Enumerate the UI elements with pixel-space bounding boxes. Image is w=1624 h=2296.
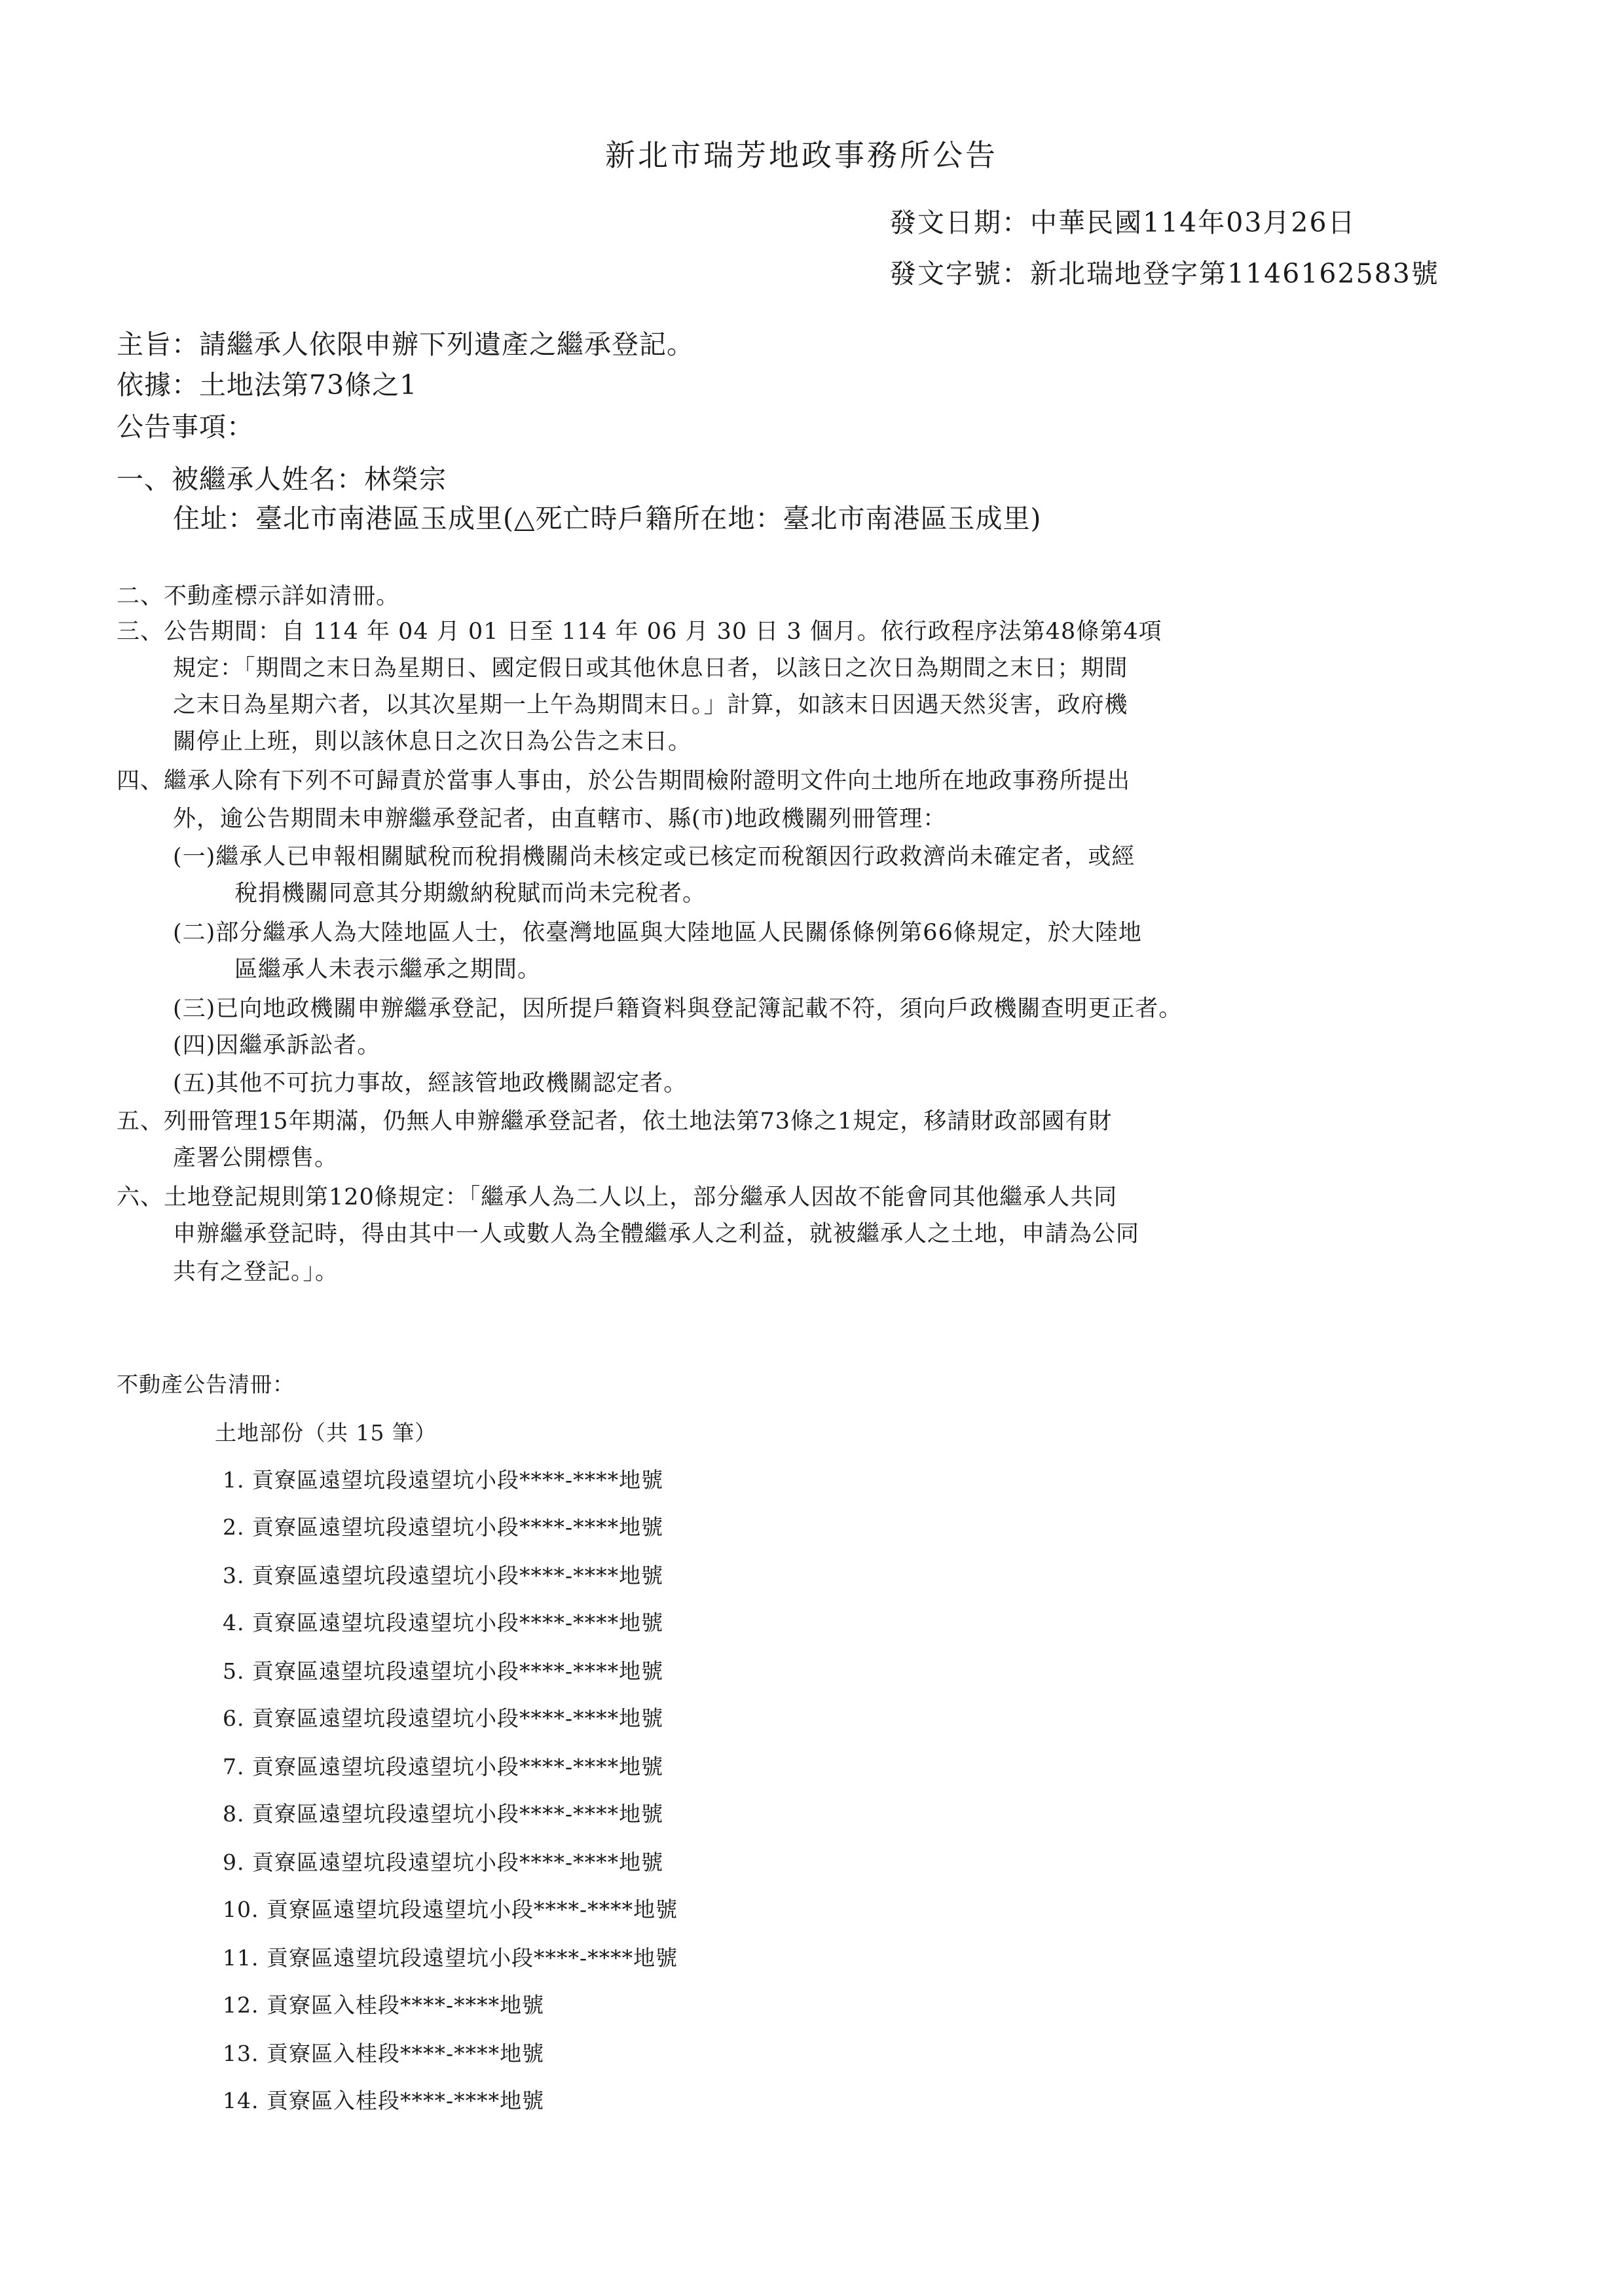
- item-4-sub-1-line-1: (一)繼承人已申報相關賦稅而稅捐機關尚未核定或已核定而稅額因行政救濟尚未確定者，或經: [173, 844, 1135, 870]
- item-6-line-3: 共有之登記。」。: [173, 1259, 339, 1285]
- lot-item: 4. 貢寮區遠望坑段遠望坑小段****-****地號: [223, 1610, 664, 1635]
- register-header: 不動產公告清冊：: [117, 1372, 295, 1397]
- lot-item: 6. 貢寮區遠望坑段遠望坑小段****-****地號: [223, 1705, 664, 1731]
- item-2: 二、不動產標示詳如清冊。: [117, 583, 400, 610]
- item-5-line-2: 產署公開標售。: [173, 1145, 339, 1171]
- item-4-sub-2-line-2: 區繼承人未表示繼承之期間。: [234, 957, 542, 983]
- item-6-line-1: 六、土地登記規則第120條規定：「繼承人為二人以上，部分繼承人因故不能會同其他繼承人共同: [117, 1184, 1118, 1211]
- item-3-line-1: 三、公告期間：自 114 年 04 月 01 日至 114 年 06 月 30 日 3 個月。依行政程序法第48條第4項: [117, 619, 1162, 645]
- item-4-sub-4: (四)因繼承訴訟者。: [173, 1032, 381, 1059]
- lot-item: 3. 貢寮區遠望坑段遠望坑小段****-****地號: [223, 1563, 664, 1588]
- lot-item: 14. 貢寮區入桂段****-****地號: [223, 2088, 545, 2113]
- issue-number: 發文字號：新北瑞地登字第1146162583號: [889, 258, 1439, 289]
- issue-date: 發文日期：中華民國114年03月26日: [889, 207, 1356, 238]
- item-3-line-4: 關停止上班，則以該休息日之次日為公告之末日。: [173, 729, 692, 755]
- lot-item: 10. 貢寮區遠望坑段遠望坑小段****-****地號: [223, 1897, 678, 1922]
- item-1-line-2: 住址：臺北市南港區玉成里(△死亡時戶籍所在地：臺北市南港區玉成里): [173, 503, 1042, 534]
- item-1-line-1: 一、被繼承人姓名：林榮宗: [117, 464, 447, 495]
- item-4-sub-3: (三)已向地政機關申辦繼承登記，因所提戶籍資料與登記簿記載不符，須向戶政機關查明更正者。: [173, 996, 1183, 1022]
- lot-item: 13. 貢寮區入桂段****-****地號: [223, 2041, 545, 2066]
- item-4-sub-5: (五)其他不可抗力事故，經該管地政機關認定者。: [173, 1070, 688, 1097]
- item-5-line-1: 五、列冊管理15年期滿，仍無人申辦繼承登記者，依土地法第73條之1規定，移請財政部國有財: [117, 1108, 1113, 1135]
- item-4-sub-2-line-1: (二)部分繼承人為大陸地區人士，依臺灣地區與大陸地區人民關係條例第66條規定，於大陸地: [173, 920, 1142, 946]
- item-3-line-3: 之末日為星期六者，以其次星期一上午為期間末日。」計算，如該末日因遇天然災害，政府機: [173, 692, 1128, 718]
- land-header: 土地部份（共 15 筆）: [215, 1420, 437, 1446]
- item-3-line-2: 規定：「期間之末日為星期日、國定假日或其他休息日者，以該日之次日為期間之末日；期間: [173, 655, 1128, 682]
- notice-header: 公告事項：: [117, 411, 254, 443]
- lot-item: 8. 貢寮區遠望坑段遠望坑小段****-****地號: [223, 1801, 664, 1827]
- item-4-line-2: 外，逾公告期間未申辦繼承登記者，由直轄市、縣(市)地政機關列冊管理：: [173, 806, 947, 832]
- lot-item: 7. 貢寮區遠望坑段遠望坑小段****-****地號: [223, 1754, 664, 1779]
- item-4-sub-1-line-2: 稅捐機關同意其分期繳納稅賦而尚未完稅者。: [234, 881, 707, 907]
- subject: 主旨：請繼承人依限申辦下列遺產之繼承登記。: [117, 329, 694, 360]
- lot-item: 5. 貢寮區遠望坑段遠望坑小段****-****地號: [223, 1658, 664, 1684]
- lot-item: 1. 貢寮區遠望坑段遠望坑小段****-****地號: [223, 1467, 664, 1493]
- document-title: 新北市瑞芳地政事務所公告: [605, 137, 998, 173]
- basis: 依據：土地法第73條之1: [117, 369, 418, 401]
- lot-item: 2. 貢寮區遠望坑段遠望坑小段****-****地號: [223, 1514, 664, 1540]
- lot-item: 11. 貢寮區遠望坑段遠望坑小段****-****地號: [223, 1945, 678, 1971]
- lot-item: 12. 貢寮區入桂段****-****地號: [223, 1992, 545, 2018]
- item-4-line-1: 四、繼承人除有下列不可歸責於當事人事由，於公告期間檢附證明文件向土地所在地政事務所提出: [117, 768, 1131, 794]
- lot-item: 9. 貢寮區遠望坑段遠望坑小段****-****地號: [223, 1850, 664, 1875]
- item-6-line-2: 申辦繼承登記時，得由其中一人或數人為全體繼承人之利益，就被繼承人之土地，申請為公同: [173, 1221, 1140, 1247]
